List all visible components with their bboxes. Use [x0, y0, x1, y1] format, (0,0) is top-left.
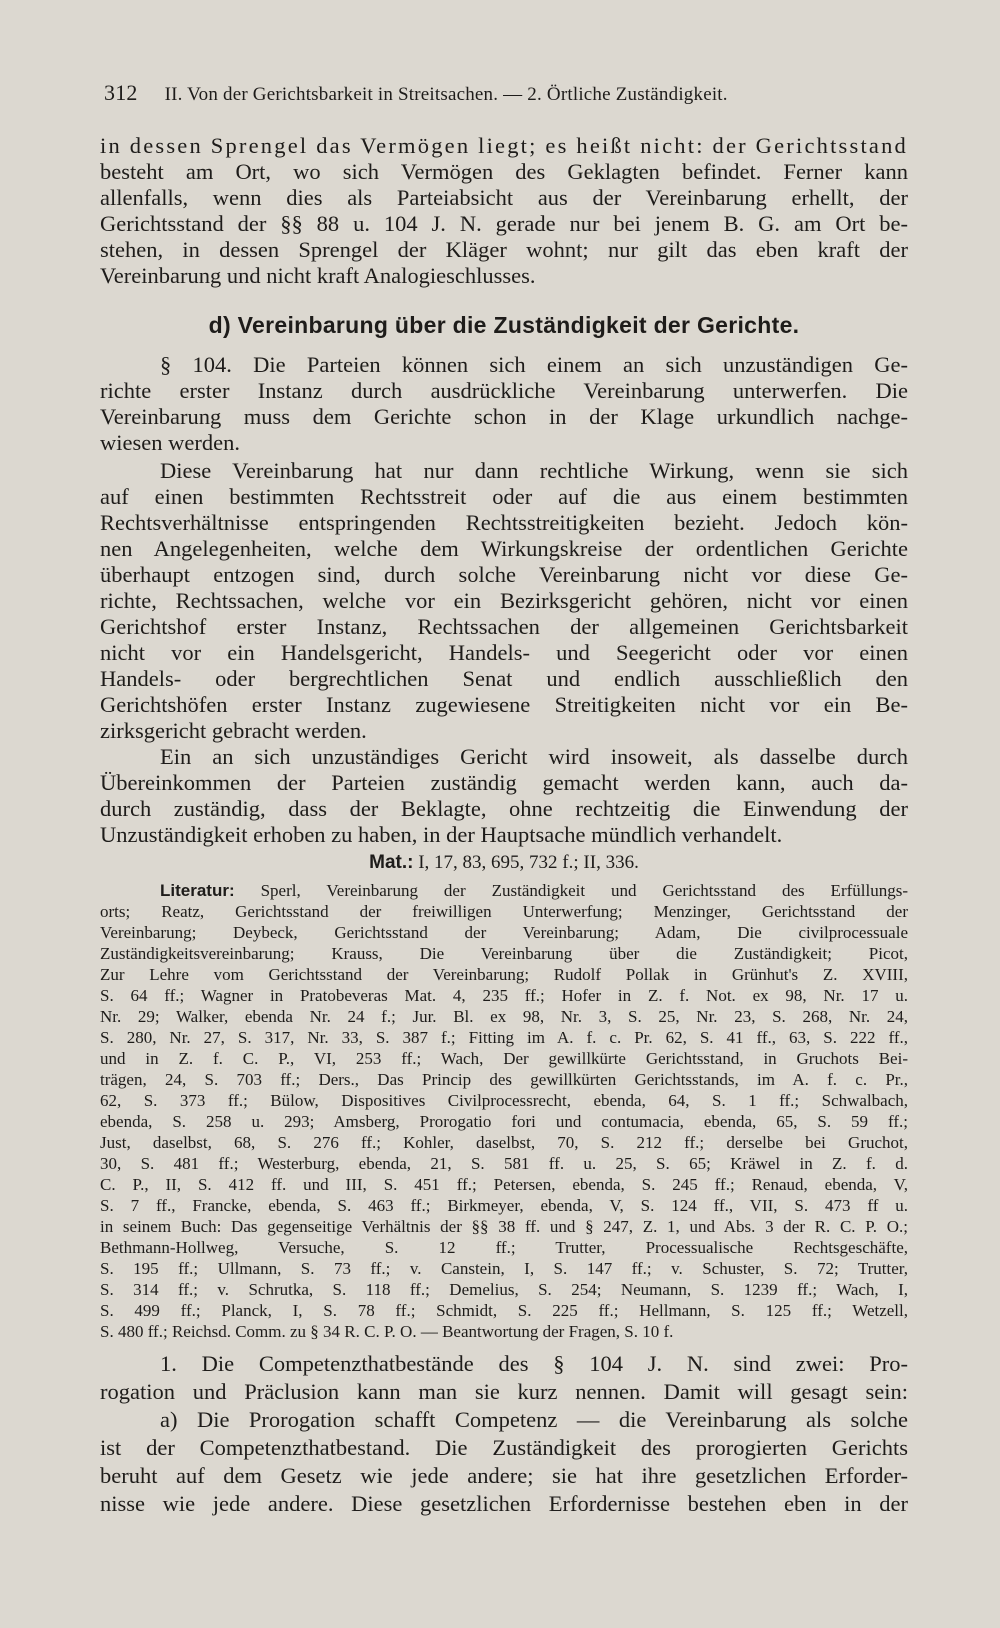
text-line: rogation und Präclusion kann man sie kurz nennen. Damit will gesagt sein:: [100, 1379, 908, 1404]
literature-line: Sperl, Vereinbarung der Zuständigkeit und Gerichtsstand des Erfüllungs-: [260, 881, 908, 900]
literature-label: Literatur:: [160, 881, 235, 900]
text-line: Bethmann-Hollweg, Versuche, S. 12 ff.; Trutter, Processualische Rechtsgeschäfte,: [100, 1238, 908, 1257]
text-line: Vereinbarung; Deybeck, Gerichtsstand der Vereinbarung; Adam, Die civilprocessuale: [100, 923, 908, 942]
text-line: überhaupt entzogen sind, durch solche Vereinbarung nicht vor diese Ge-: [100, 562, 908, 587]
text-line: Ein an sich unzuständiges Gericht wird insoweit, als dasselbe durch: [160, 744, 908, 769]
materials-reference: [100, 852, 908, 874]
text-line: 62, S. 373 ff.; Bülow, Dispositives Civilprocessrecht, ebenda, 64, S. 1 ff.; Schwalbach,: [100, 1091, 908, 1110]
text-line: Rechtsverhältnisse entspringenden Rechtsstreitigkeiten bezieht. Jedoch kön-: [100, 510, 908, 535]
text-line: beruht auf dem Gesetz wie jede andere; sie hat ihre gesetzlichen Erforder-: [100, 1463, 908, 1488]
text-line: ebenda, S. 258 u. 293; Amsberg, Prorogatio fori und contumacia, ebenda, 65, S. 59 ff.;: [100, 1112, 908, 1131]
text-line: Gerichtshöfen erster Instanz zugewiesene Streitigkeiten nicht vor ein Be-: [100, 692, 908, 717]
text-line: 30, S. 481 ff.; Westerburg, ebenda, 21, S. 581 ff. u. 25, S. 65; Kräwel in Z. f. d.: [100, 1154, 908, 1173]
text-line: orts; Reatz, Gerichtsstand der freiwilligen Unterwerfung; Menzinger, Gerichtsstand der: [100, 902, 908, 921]
text-line: Gerichtsstand der §§ 88 u. 104 J. N. gerade nur bei jenem B. G. am Ort be-: [100, 211, 908, 236]
intro-paragraph: [100, 133, 908, 289]
text-line: durch zuständig, dass der Beklagte, ohne rechtzeitig die Einwendung der: [100, 796, 908, 821]
text-line: nicht vor ein Handelsgericht, Handels- und Seegericht oder vor einen: [100, 640, 908, 665]
text-line: a) Die Prorogation schafft Competenz — die Vereinbarung als solche: [160, 1407, 908, 1432]
text-line: Vereinbarung muss dem Gerichte schon in der Klage urkundlich nachge-: [100, 404, 908, 429]
text-line: S. 499 ff.; Planck, I, S. 78 ff.; Schmidt, S. 225 ff.; Hellmann, S. 125 ff.; Wetzell,: [100, 1301, 908, 1320]
materials-text: I, 17, 83, 695, 732 f.; II, 336.: [418, 852, 639, 873]
text-line: S. 195 ff.; Ullmann, S. 73 ff.; v. Canstein, I, S. 147 ff.; v. Schuster, S. 72; Trutter,: [100, 1259, 908, 1278]
text-line: S. 64 ff.; Wagner in Pratobeveras Mat. 4, 235 ff.; Hofer in Z. f. Not. ex 98, Nr. 17 u.: [100, 986, 908, 1005]
text-line: § 104. Die Parteien können sich einem an sich unzuständigen Ge-: [160, 352, 908, 377]
materials-label: Mat.:: [369, 852, 414, 873]
running-title: II. Von der Gerichtsbarkeit in Streitsachen. — 2. Örtliche Zuständigkeit.: [164, 84, 728, 105]
text-line: Gerichtshof erster Instanz, Rechtssachen der allgemeinen Gerichtsbarkeit: [100, 614, 908, 639]
text-line: [100, 880, 908, 901]
text-line: stehen, in dessen Sprengel der Kläger wohnt; nur gilt das eben kraft der: [100, 237, 908, 262]
section-heading: d) Vereinbarung über die Zuständigkeit der Gerichte.: [208, 312, 800, 338]
running-header: [104, 80, 904, 106]
text-line: S. 280, Nr. 27, S. 317, Nr. 33, S. 387 f.; Fitting im A. f. c. Pr. 62, S. 41 ff., 63, S. 222 ff.,: [100, 1028, 908, 1047]
text-line: nisse wie jede andere. Diese gesetzlichen Erfordernisse bestehen eben in der: [100, 1491, 908, 1516]
text-line: S. 480 ff.; Reichsd. Comm. zu § 34 R. C. P. O. — Beantwortung der Fragen, S. 10 f.: [100, 1322, 674, 1341]
literature-list: [100, 880, 908, 1342]
text-line: in seinem Buch: Das gegenseitige Verhältnis der §§ 38 ff. und § 247, Z. 1, und Abs. 3 der R. C. P. O.;: [100, 1217, 908, 1236]
text-line: 1. Die Competenzthatbestände des § 104 J. N. sind zwei: Pro-: [160, 1351, 908, 1376]
text-line: Zuständigkeitsvereinbarung; Krauss, Die Vereinbarung über die Zuständigkeit; Picot,: [100, 944, 908, 963]
text-line: Nr. 29; Walker, ebenda Nr. 24 f.; Jur. Bl. ex 98, Nr. 3, S. 25, Nr. 23, S. 268, Nr. 24,: [100, 1007, 908, 1026]
text-line: Handels- oder bergrechtlichen Senat und endlich ausschließlich den: [100, 666, 908, 691]
paragraph-3: [100, 744, 908, 848]
text-line: allenfalls, wenn dies als Parteiabsicht aus der Vereinbarung erhellt, der: [100, 185, 908, 210]
text-line: zirksgericht gebracht werden.: [100, 718, 367, 743]
text-line: wiesen werden.: [100, 430, 240, 455]
text-line: Übereinkommen der Parteien zuständig gemacht werden kann, auch da-: [100, 770, 908, 795]
text-line: Just, daselbst, 68, S. 276 ff.; Kohler, daselbst, 70, S. 212 ff.; derselbe bei Gruchot,: [100, 1133, 908, 1152]
text-line: trägen, 24, S. 703 ff.; Ders., Das Princip des gewillkürten Gerichtsstands, im A. f. c. Pr.,: [100, 1070, 908, 1089]
text-line: S. 7 ff., Francke, ebenda, S. 463 ff.; Birkmeyer, ebenda, V, S. 124 ff., VII, S. 473 ff u.: [100, 1196, 908, 1215]
text-line: Unzuständigkeit erhoben zu haben, in der Hauptsache mündlich verhandelt.: [100, 822, 783, 847]
text-line: in dessen Sprengel das Vermögen liegt; es heißt nicht: der Gerichtsstand: [100, 133, 908, 158]
text-line: richte erster Instanz durch ausdrückliche Vereinbarung unterwerfen. Die: [100, 378, 908, 403]
page-number: 312: [104, 80, 138, 105]
text-line: Diese Vereinbarung hat nur dann rechtliche Wirkung, wenn sie sich: [160, 458, 908, 483]
text-line: S. 314 ff.; v. Schrutka, S. 118 ff.; Demelius, S. 254; Neumann, S. 1239 ff.; Wach, I,: [100, 1280, 908, 1299]
text-line: Zur Lehre vom Gerichtsstand der Vereinbarung; Rudolf Pollak in Grünhut's Z. XVIII,: [100, 965, 908, 984]
text-line: auf einen bestimmten Rechtsstreit oder auf die aus einem bestimmten: [100, 484, 908, 509]
text-line: ist der Competenzthatbestand. Die Zuständigkeit des prorogierten Gerichts: [100, 1435, 908, 1460]
text-line: nen Angelegenheiten, welche dem Wirkungskreise der ordentlichen Gerichte: [100, 536, 908, 561]
section-1: [100, 1350, 908, 1518]
text-line: und in Z. f. C. P., VI, 253 ff.; Wach, Der gewillkürte Gerichtsstand, in Gruchots Bei-: [100, 1049, 908, 1068]
text-line: C. P., II, S. 412 ff. und III, S. 451 ff.; Petersen, ebenda, S. 245 ff.; Renaud, ebenda, V,: [100, 1175, 908, 1194]
paragraph-2: [100, 458, 908, 744]
text-line: Vereinbarung und nicht kraft Analogieschlusses.: [100, 263, 536, 288]
paragraph-104: [100, 352, 908, 456]
text-line: richte, Rechtssachen, welche vor ein Bezirksgericht gehören, nicht vor einen: [100, 588, 908, 613]
text-line: besteht am Ort, wo sich Vermögen des Geklagten befindet. Ferner kann: [100, 159, 908, 184]
